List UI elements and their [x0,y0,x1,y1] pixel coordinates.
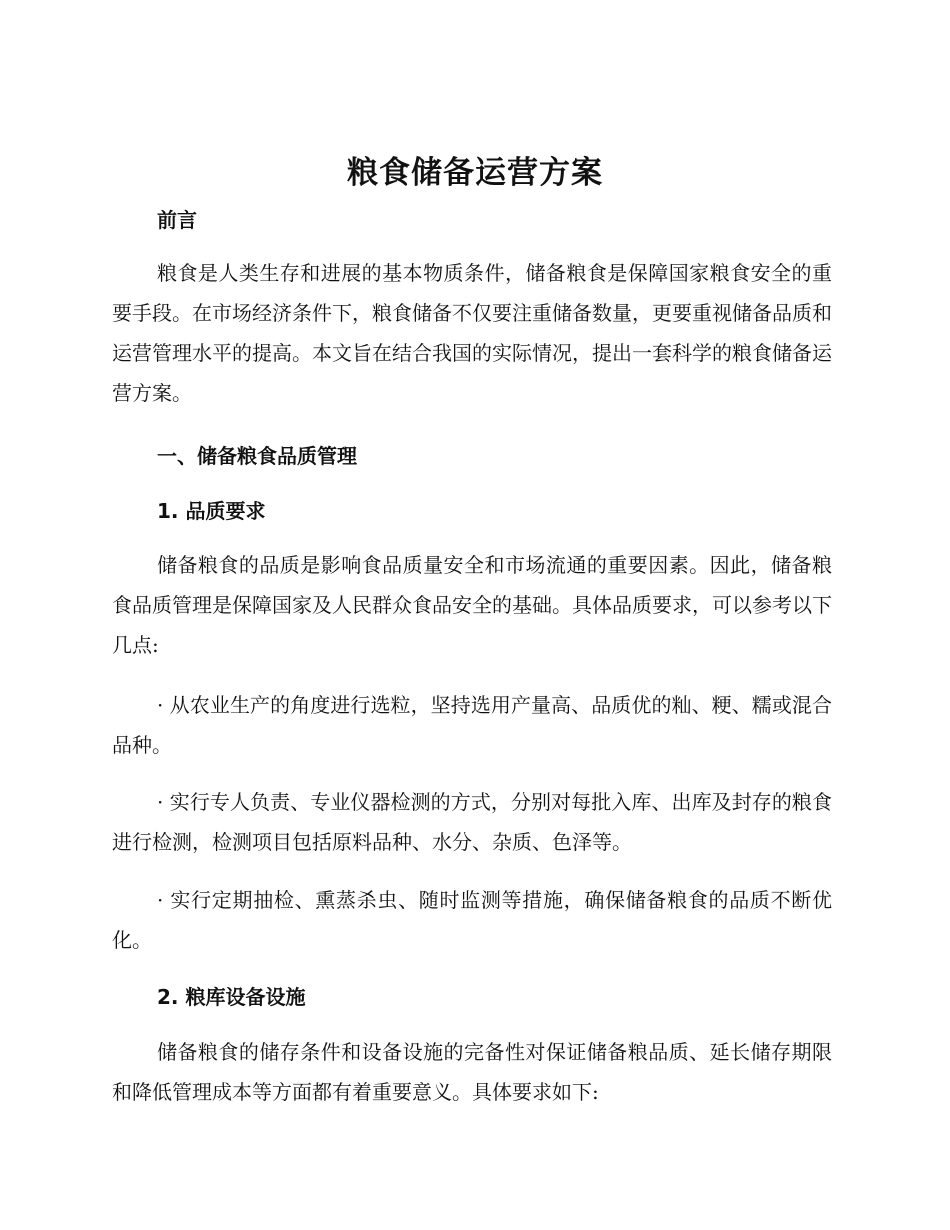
preface-heading: 前言 [157,208,197,232]
document-title: 粮食储备运营方案 [347,155,603,191]
bullet-item: · 实行定期抽检、熏蒸杀虫、随时监测等措施，确保储备粮食的品质不断优化。 [112,888,832,952]
subsection-2-heading: 2. 粮库设备设施 [157,985,306,1009]
preface-paragraph: 粮食是人类生存和进展的基本物质条件，储备粮食是保障国家粮食安全的重要手段。在市场经济条件下，粮食储备不仅要注重储备数量，更要重视储备品质和运营管理水平的提高。本文旨在结合我国的实际情况，提出一套科学的粮食储备运营方案。 [112,261,832,405]
subsection-1-heading: 1. 品质要求 [157,499,266,523]
quality-requirements-paragraph: 储备粮食的品质是影响食品质量安全和市场流通的重要因素。因此，储备粮食品质管理是保障国家及人民群众食品安全的基础。具体品质要求，可以参考以下几点: [112,553,832,657]
section-1-heading: 一、储备粮食品质管理 [157,444,357,468]
facilities-paragraph: 储备粮食的储存条件和设备设施的完备性对保证储备粮品质、延长储存期限和降低管理成本等方面都有着重要意义。具体要求如下: [112,1040,832,1104]
bullet-item: · 从农业生产的角度进行选粒，坚持选用产量高、品质优的籼、粳、糯或混合品种。 [112,693,832,757]
bullet-item: · 实行专人负责、专业仪器检测的方式，分别对每批入库、出库及封存的粮食进行检测，检测项目包括原料品种、水分、杂质、色泽等。 [112,790,832,854]
